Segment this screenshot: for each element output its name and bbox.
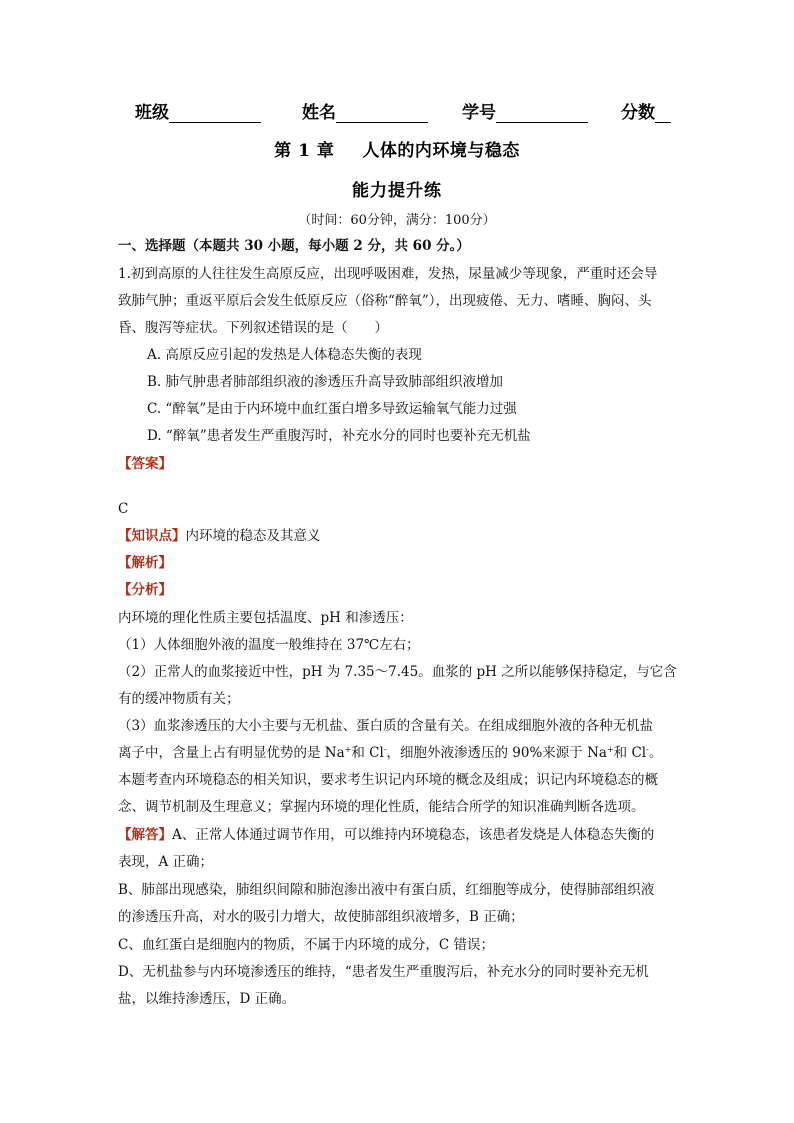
answer-tag: 【答案】 xyxy=(118,456,172,472)
analysis-text: ，细胞外液渗透压的 90%来源于 Na xyxy=(386,745,607,761)
analysis-line: 有的缓冲物质有关； xyxy=(118,691,240,707)
solution-line: 的渗透压升高，对水的吸引力增大，故使肺部组织液增多，B 正确； xyxy=(118,909,524,925)
knowledge-tag: 【知识点】 xyxy=(118,528,186,544)
score-field[interactable] xyxy=(621,98,671,123)
analysis-text: 和 Cl xyxy=(351,745,384,761)
id-label: 学号 xyxy=(462,103,496,123)
analysis-line: 内环境的理化性质主要包括温度、pH 和渗透压： xyxy=(118,610,413,626)
solution-line: 表现，A 正确； xyxy=(118,854,214,870)
analysis-line: （2）正常人的血浆接近中性，pH 为 7.35～7.45。血浆的 pH 之所以能够保持稳定，与它含 xyxy=(118,664,677,680)
exam-meta: （时间：60分钟，满分：100分） xyxy=(298,213,496,228)
option-d[interactable]: D. “醉氧”患者发生严重腹泻时，补充水分的同时也要补充无机盐 xyxy=(147,428,531,444)
score-blank[interactable] xyxy=(655,104,671,123)
solution-line: C、血红蛋白是细胞内的物质，不属于内环境的成分，C 错误； xyxy=(118,937,494,953)
class-field[interactable] xyxy=(135,98,261,123)
analysis-line: （1）人体细胞外液的温度一般维持在 37℃左右； xyxy=(118,637,420,653)
superscript-plus: + xyxy=(606,745,614,754)
name-field[interactable] xyxy=(302,98,428,123)
analysis-line: 念、调节机制及生理意义；掌握内环境的理化性质，能结合所学的知识准确判断各选项。 xyxy=(118,799,645,815)
analysis-tag: 【分析】 xyxy=(118,582,172,598)
analysis-line: （3）血浆渗透压的大小主要与无机盐、蛋白质的含量有关。在组成细胞外液的各种无机盐 xyxy=(118,718,654,734)
question-stem-line: 致肺气肿；重返平原后会发生低原反应（俗称“醉氧”），出现疲倦、无力、嗜睡、胸闷、头 xyxy=(118,293,652,309)
analysis-text: 。 xyxy=(648,745,663,761)
explain-tag: 【解析】 xyxy=(118,555,172,571)
score-label: 分数 xyxy=(621,103,655,123)
analysis-text: 和 Cl xyxy=(613,745,647,761)
question-stem-line: 1.初到高原的人往往发生高原反应，出现呼吸困难，发热，尿量减少等现象，严重时还会导 xyxy=(118,266,658,282)
solution-line: D、无机盐参与内环境渗透压的维持，“患者发生严重腹泻后，补充水分的同时要补充无机 xyxy=(118,964,649,980)
class-blank[interactable] xyxy=(169,104,261,123)
solution-line: B、肺部出现感染，肺组织间隙和肺泡渗出液中有蛋白质，红细胞等成分，使得肺部组织液 xyxy=(118,882,655,898)
id-blank[interactable] xyxy=(496,104,588,123)
analysis-line: 本题考查内环境稳态的相关知识，要求考生识记内环境的概念及组成；识记内环境稳态的概 xyxy=(118,772,658,788)
solution-line-a xyxy=(118,826,654,844)
superscript-minus: - xyxy=(383,745,387,754)
name-label: 姓名 xyxy=(302,103,336,123)
solution-line: 盐，以维持渗透压，D 正确。 xyxy=(118,991,296,1007)
chapter-number: 第 1 章 xyxy=(274,141,335,161)
knowledge-text: 内环境的稳态及其意义 xyxy=(185,528,321,544)
section-heading: 一、选择题（本题共 30 小题，每小题 2 分，共 60 分。） xyxy=(118,238,470,254)
option-b[interactable]: B. 肺气肿患者肺部组织液的渗透压升高导致肺部组织液增加 xyxy=(147,374,504,390)
question-stem-line: 昏、腹泻等症状。下列叙述错误的是（ ） xyxy=(118,320,388,336)
chapter-title xyxy=(0,136,794,161)
page-subtitle: 能力提升练 xyxy=(352,181,442,201)
option-c[interactable]: C. “醉氧”是由于内环境中血红蛋白增多导致运输氧气能力过强 xyxy=(147,401,517,417)
name-blank[interactable] xyxy=(336,104,428,123)
solution-tag: 【解答】 xyxy=(118,827,172,843)
superscript-plus: + xyxy=(344,745,352,754)
solution-text: A、正常人体通过调节作用，可以维持内环境稳态，该患者发烧是人体稳态失衡的 xyxy=(172,827,655,843)
option-a[interactable]: A. 高原反应引起的发热是人体稳态失衡的表现 xyxy=(147,347,422,363)
answer-value: C xyxy=(118,501,129,517)
id-field[interactable] xyxy=(462,98,588,123)
knowledge-point xyxy=(118,527,321,545)
analysis-text: 离子中，含量上占有明显优势的是 Na xyxy=(118,745,345,761)
chapter-name: 人体的内环境与稳态 xyxy=(362,141,520,161)
analysis-line-ions xyxy=(118,744,662,762)
superscript-minus: - xyxy=(646,745,649,754)
class-label: 班级 xyxy=(135,103,169,123)
